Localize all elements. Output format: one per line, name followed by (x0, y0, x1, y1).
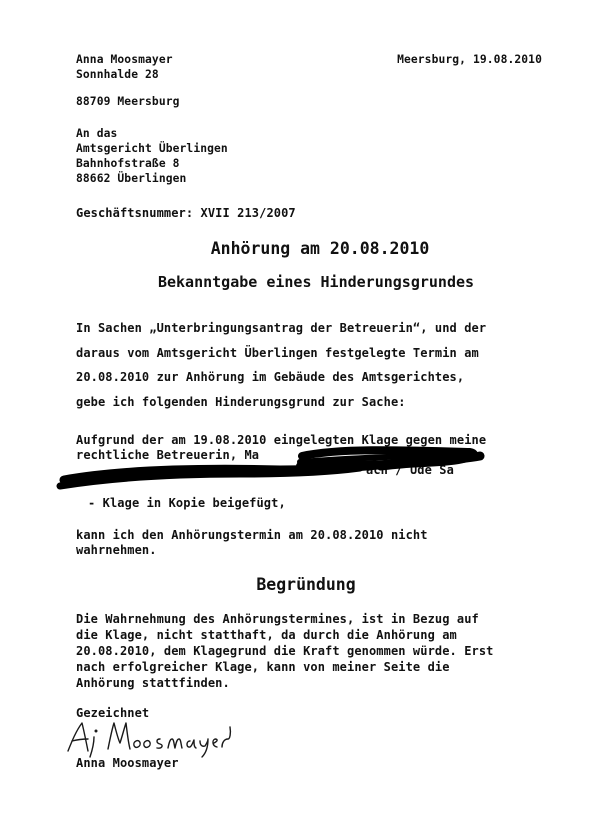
recipient-line-3: Bahnhofstraße 8 (76, 157, 180, 170)
place-date: Meersburg, 19.08.2010 (397, 53, 542, 66)
document-subtitle: Bekanntgabe eines Hinderungsgrundes (157, 273, 475, 291)
enclosure-note: - Klage in Kopie beigefügt, (88, 496, 286, 510)
para1-line-4: gebe ich folgenden Hinderungsgrund zur Sache: (76, 395, 406, 409)
para3-line-1: kann ich den Anhörungstermin am 20.08.2010 nicht (76, 528, 428, 542)
sender-name: Anna Moosmayer (76, 53, 173, 66)
handwritten-signature (64, 713, 234, 759)
para1-line-1: In Sachen „Unterbringungsantrag der Betreuerin“, und der (76, 321, 487, 335)
para1-line-3: 20.08.2010 zur Anhörung im Gebäude des Amtsgerichtes, (76, 370, 465, 384)
signer-name: Anna Moosmayer (76, 756, 179, 770)
case-number: Geschäftsnummer: XVII 213/2007 (76, 206, 296, 220)
para2-line-2: rechtliche Betreuerin, Ma (76, 448, 260, 462)
para4-line-1: Die Wahrnehmung des Anhörungstermines, ist in Bezug auf (76, 612, 479, 626)
para4-line-4: nach erfolgreicher Klage, kann von meiner Seite die (76, 660, 450, 674)
recipient-line-4: 88662 Überlingen (76, 172, 187, 185)
sender-city: 88709 Meersburg (76, 95, 180, 108)
para1-line-2: daraus vom Amtsgericht Überlingen festgelegte Termin am (76, 346, 479, 360)
recipient-line-2: Amtsgericht Überlingen (76, 142, 228, 155)
sender-street: Sonnhalde 28 (76, 68, 159, 81)
para4-line-3: 20.08.2010, dem Klagegrund die Kraft genommen würde. Erst (76, 644, 494, 658)
reason-heading: Begründung (256, 575, 356, 594)
para2-line-1: Aufgrund der am 19.08.2010 eingelegten Klage gegen meine (76, 433, 487, 447)
para4-line-2: die Klage, nicht statthaft, da durch die Anhörung am (76, 628, 457, 642)
para4-line-5: Anhörung stattfinden. (76, 676, 230, 690)
redaction-scribble (0, 440, 604, 500)
recipient-line-1: An das (76, 127, 118, 140)
signed-label: Gezeichnet (76, 706, 150, 720)
para3-line-2: wahrnehmen. (76, 543, 157, 557)
document-title: Anhörung am 20.08.2010 (210, 239, 430, 258)
para2-line-3: ach / Ude Sa (366, 463, 454, 477)
